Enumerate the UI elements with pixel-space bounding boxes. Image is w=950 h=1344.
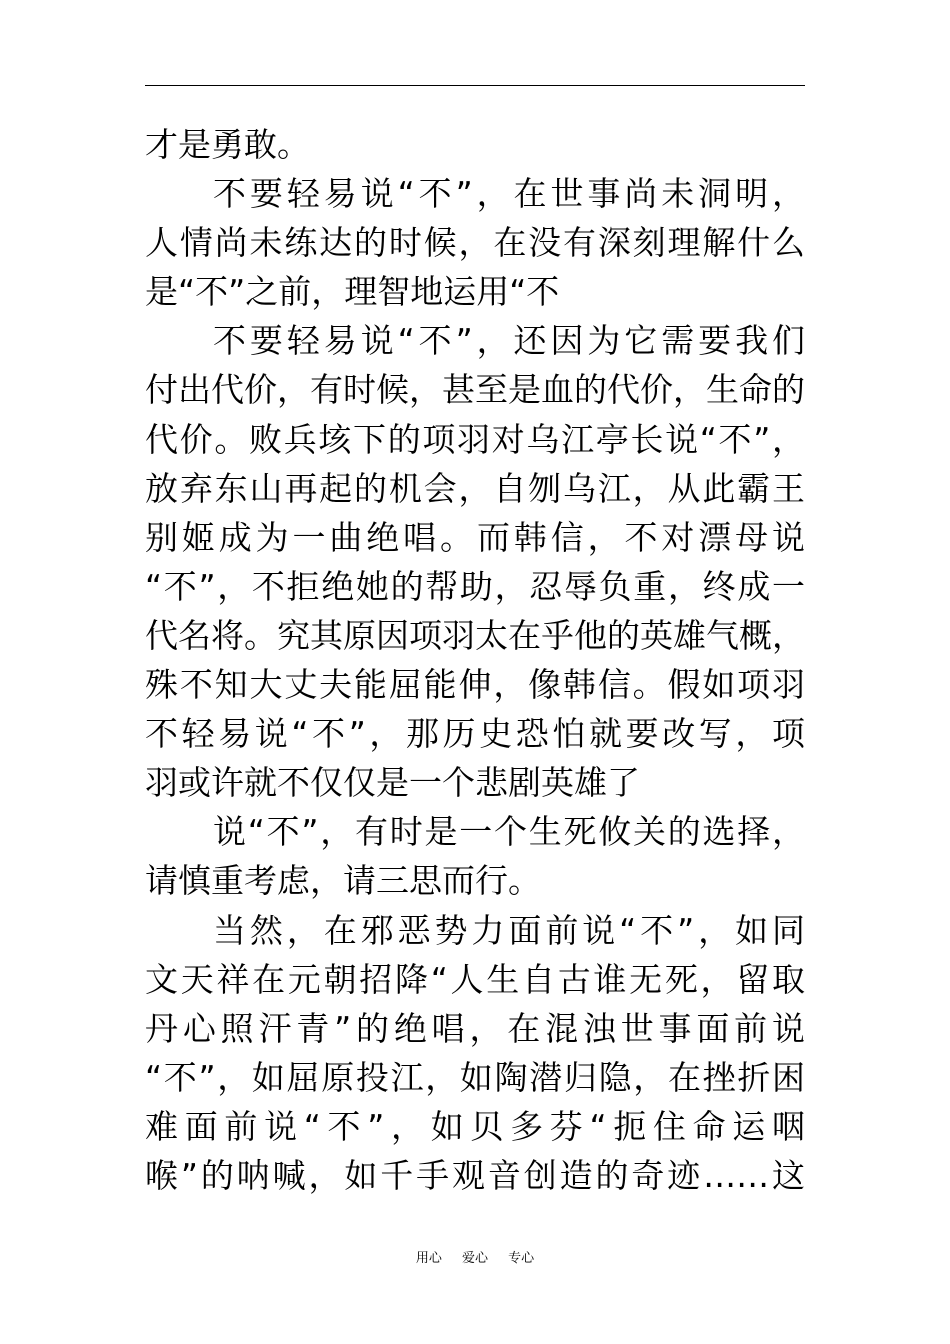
text-line: 喉”的呐喊，如千手观音创造的奇迹……这	[145, 1155, 805, 1195]
text-line: 才是勇敢。	[145, 125, 310, 164]
text-line: 殊不知大丈夫能屈能伸，像韩信。假如项羽	[145, 665, 805, 705]
text-line: 不要轻易说“不”，还因为它需要我们	[213, 321, 805, 361]
text-line: “不”，如屈原投江，如陶潜归隐，在挫折困	[145, 1057, 805, 1097]
header-divider	[145, 85, 805, 86]
footer-item-zhuanxin: 专心	[508, 1251, 535, 1266]
text-line: 是“不”之前，理智地运用“不	[145, 272, 560, 312]
text-line: 当然，在邪恶势力面前说“不”，如同	[213, 910, 805, 950]
text-line: 放弃东山再起的机会，自刎乌江，从此霸王	[145, 468, 805, 508]
text-line: 说“不”，有时是一个生死攸关的选择，	[213, 812, 805, 852]
text-line: 别姬成为一曲绝唱。而韩信，不对漂母说	[145, 517, 805, 557]
text-line: 羽或许就不仅仅是一个悲剧英雄了	[145, 763, 640, 803]
footer-item-aixin: 爱心	[461, 1251, 488, 1266]
essay-body	[145, 120, 805, 1200]
footer-item-yongxin: 用心	[415, 1251, 442, 1266]
text-line: 请慎重考虑，请三思而行。	[145, 861, 541, 901]
text-line: 丹心照汗青”的绝唱，在混浊世事面前说	[145, 1008, 805, 1048]
text-line: “不”，不拒绝她的帮助，忍辱负重，终成一	[145, 566, 805, 606]
text-line: 不轻易说“不”，那历史恐怕就要改写，项	[145, 714, 805, 754]
text-line: 不要轻易说“不”，在世事尚未洞明，	[213, 174, 805, 214]
text-line: 文天祥在元朝招降“人生自古谁无死，留取	[145, 959, 805, 999]
text-line: 代价。败兵垓下的项羽对乌江亭长说“不”，	[145, 419, 805, 459]
text-line: 难面前说“不”，如贝多芬“扼住命运咽	[145, 1106, 805, 1146]
text-line: 代名将。究其原因项羽太在乎他的英雄气概，	[145, 615, 805, 655]
page-footer	[0, 1247, 950, 1266]
text-line: 人情尚未练达的时候，在没有深刻理解什么	[145, 223, 805, 263]
text-line: 付出代价，有时候，甚至是血的代价，生命的	[145, 370, 805, 410]
